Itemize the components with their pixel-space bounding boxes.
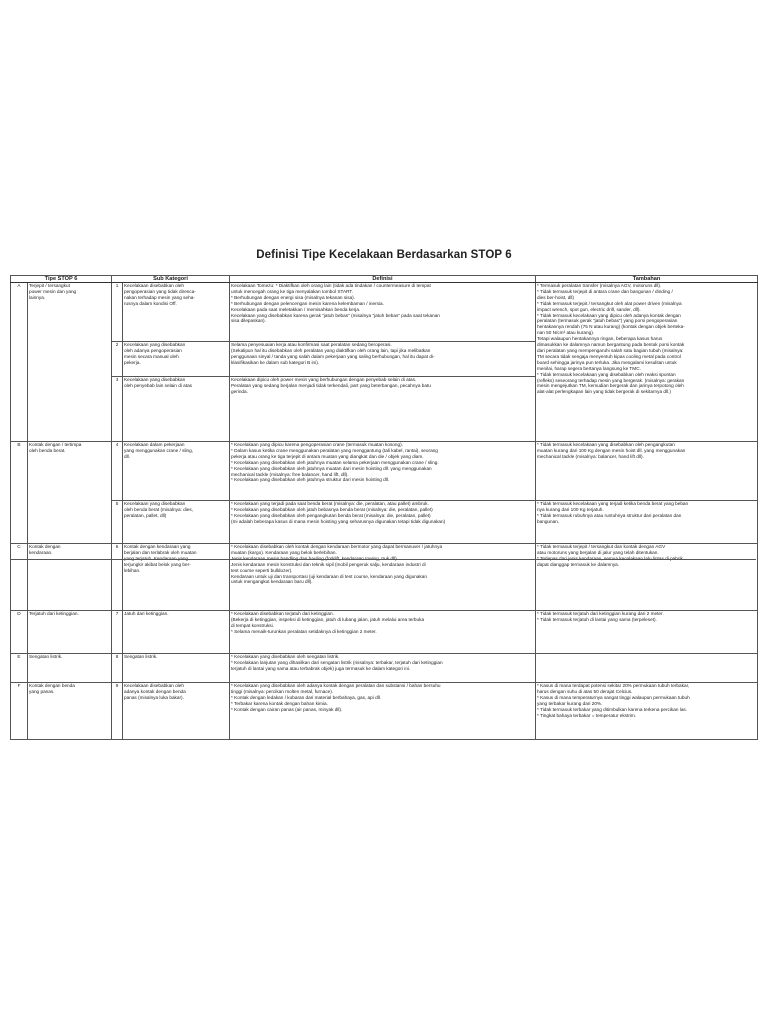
table-header-row <box>11 276 758 283</box>
additional-notes-line: alat-alat perlengkapan lain yang tidak bergerak di sekitarnya dll.) <box>537 389 671 395</box>
type-name-line: Kontak dengan benda <box>29 683 75 688</box>
definition-text <box>230 501 536 544</box>
sub-category-description-line: rusnya dalam kondisi Off. <box>124 300 177 306</box>
definition-text-line: mechanical tackle (misalnya: free balancer, hand lift, dll). <box>231 471 349 477</box>
sub-category-description <box>123 342 230 377</box>
type-name-line: Kontak dengan / tertimpa <box>29 442 82 447</box>
definition-text-line: (Bekerja di ketinggian, inspeksi di ketinggian, jatuh di lubang jalan, jatuh melalui area terbuka <box>231 616 425 622</box>
type-name-line: Terjatuh dari ketinggian. <box>29 611 79 616</box>
sub-category-description-line: yang menggunakan crane / sling, <box>124 447 194 453</box>
type-name-line: power mesin dan yang <box>29 288 77 294</box>
additional-notes-line: (refleks) seseorang terhadap mesin yang bergerak. (misalnya: gerakan <box>537 377 685 383</box>
additional-notes-line: mesin mengejutkan TM, kemudian bergerak dan jarinya terpotong oleh <box>537 383 684 389</box>
definition-text <box>230 544 536 611</box>
sub-category-description-line: dll. <box>124 453 130 459</box>
additional-notes-line: * Tidak termasuk terjepit / tersangkut oleh alat power driven (misalnya <box>537 300 682 306</box>
additional-notes-line: * Kasus di mana terdapat potensi sekitar 20% permukaan tubuh terbakar, <box>537 683 690 688</box>
sub-category-description-line: Sengatan listrik. <box>124 654 158 659</box>
type-code: D <box>11 611 28 654</box>
definition-text-line: penggunaan sinyal / tanda yang salah dalam pekerjaan yang saling berhubungan, hal itu dapat di- <box>231 353 435 359</box>
definition-text-line: Kecelakaan Tomezu: * Diaktifkan oleh orang lain (tidak ada tindakan / countermeasure di tempat <box>231 283 431 288</box>
definition-text-line: untuk mengangkut kendaraan baru dll). <box>231 579 313 585</box>
sub-category-number: 6 <box>112 544 123 611</box>
additional-notes-line: * Tidak termasuk kecelakaan yang dipicu oleh adanya kontak dengan <box>537 312 681 318</box>
type-name-line: kendaraan. <box>29 549 53 555</box>
type-name-line: Terjepit / tersangkut <box>29 283 70 288</box>
definition-text-line: * Kecelakaan yang disebabkan oleh pengangkutan benda berat (misalnya: die, peralatan, pallet) <box>231 512 431 518</box>
additional-notes <box>536 654 758 683</box>
page-divider <box>10 559 756 560</box>
definition-text-line: * Kecelakaan yang disebabkan oleh sengatan listrik. <box>231 654 340 659</box>
additional-notes-line: * Tidak termasuk terjepit / tersangkut dan kontak dengan AGV <box>537 544 666 549</box>
additional-notes-line: * Tidak termasuk terjatuh di lantai yang sama (terpeleset). <box>537 616 657 622</box>
definition-text-line: * Kontak dengan ledakan / kobaran dari material berbahaya, gas, api dll. <box>231 694 382 700</box>
sub-category-number: 8 <box>112 654 123 683</box>
type-name-line: yang panas. <box>29 688 55 694</box>
additional-notes-line: TM secara tidak sengaja menyentuh kipas cooling metal pada control <box>537 353 681 359</box>
definition-text-line: * Kecelakaan disebabkan oleh kontak dengan kendaraan bermotor yang dapat bermanuver / jatuhnya <box>231 544 443 549</box>
sub-category-description-line: pekerja. <box>124 359 141 365</box>
additional-notes-line: * Tidak termasuk kecelakaan yang terjadi ketika benda berat yang beban <box>537 501 689 506</box>
definition-text-line: * Kecelakaan yang disebabkan oleh jatuhnya struktur dari mesin hoisting dll. <box>231 477 390 483</box>
additional-notes-line: nan 50 N/cm² atau kurang). <box>537 330 595 336</box>
sub-category-number: 1 <box>112 283 123 342</box>
sub-category-description <box>123 501 230 544</box>
type-name-line: Kontak dengan <box>29 544 61 549</box>
table-row <box>11 283 758 342</box>
additional-notes-line: * Tidak termasuk terjatuh dari ketinggian kurang dari 2 meter. <box>537 611 664 616</box>
definition-text-line: sisa dilepaskan). <box>231 318 266 324</box>
definition-text-line: muatan (kargo). Kendaraan yang belok berlebihan. <box>231 549 337 555</box>
sub-category-description-line: Kecelakaan yang disebabkan <box>124 501 186 506</box>
table-row <box>11 442 758 501</box>
additional-notes-line: * Tingkat bahaya terbakar = temperatur ekstrim. <box>537 712 637 718</box>
sub-category-number: 4 <box>112 442 123 501</box>
additional-notes-line: harus dengan suhu di atas 50 derajat Celcius. <box>537 688 633 694</box>
definition-text <box>230 611 536 654</box>
table-row <box>11 501 758 544</box>
sub-category-description <box>123 377 230 442</box>
additional-notes-line: dimasukkan ke dalamnya namun bergantung pada bentuk porsi kontak <box>537 342 685 348</box>
table-body <box>11 283 758 740</box>
sub-category-description-line: Kecelakaan yang disebabkan <box>124 377 186 382</box>
sub-category-description-line: mesin secara manual oleh <box>124 353 179 359</box>
additional-notes-line: * Tidak termasuk terjepit di antara crane dan bangunan / dinding / <box>537 288 673 294</box>
sub-category-description-line: Kecelakaan disebabkan oleh <box>124 283 184 288</box>
additional-notes <box>536 501 758 544</box>
type-code: A <box>11 283 28 442</box>
additional-notes-line: yang terbakar kurang dari 20%. <box>537 700 603 706</box>
definition-text-line: gerinda. <box>231 388 248 394</box>
type-name <box>28 442 112 544</box>
sub-category-description-line: pengoperasian yang tidak direnca- <box>124 288 196 294</box>
additional-notes-line: impact wrench, spot gun, electric drill, sander, dll). <box>537 306 641 312</box>
definition-text-line: Jenis kendaraan mesin konstruksi dan teknik sipil (mobil pengeruk salju, kendaraan industri di <box>231 561 426 567</box>
definition-text-line: terjatuh di lantai yang sama atau terbabrak objek) juga termasuk ke dalam kategori ini. <box>231 665 411 671</box>
type-name <box>28 611 112 654</box>
type-code: F <box>11 683 28 740</box>
type-name-line: Sengatan listrik. <box>29 654 63 659</box>
type-name <box>28 654 112 683</box>
sub-category-description-line: oleh benda berat (misalnya: dies, <box>124 506 194 512</box>
sub-category-description-line: berjalan dan terlabrak oleh muatan <box>124 549 197 555</box>
definition-text-line: * Kecelakaan disebabkan terjatuh dari ketinggian. <box>231 611 334 616</box>
sub-category-description <box>123 683 230 740</box>
definition-text-line: klasifikasikan ke dalam sub kategori B ini). <box>231 359 320 365</box>
additional-notes <box>536 611 758 654</box>
sub-category-description-line: terjungkir akibat belok yang ber- <box>124 561 191 567</box>
additional-notes-line: * Tidak termasuk kecelakaan yang disebabkan oleh pengangkutan <box>537 442 675 447</box>
definition-text-line: Selama penyesuaian kerja atau konfirmasi saat peralatan sedang beroperasi. <box>231 342 392 347</box>
sub-category-description-line: oleh penyebab lain selain di atas <box>124 382 193 388</box>
additional-notes-line: dapat dianggap termasuk ke dalamnya. <box>537 561 620 567</box>
definition-text-line: Kendaraan untuk uji dan transportasi (uji kendaraan di test course, kendaraan yang digunakan <box>231 573 427 579</box>
type-name-line: lainnya. <box>29 294 46 300</box>
definition-text-line: pekerja atau orang ke tiga terjepit di antara muatan yang diangkat dan die / objek yang diam. <box>231 453 424 459</box>
sub-category-description <box>123 654 230 683</box>
sub-category-number: 3 <box>112 377 123 442</box>
sub-category-description-line: yang terjatuh. Kendaraan yang <box>124 555 189 561</box>
sub-category-description-line: Kecelakaan dalam pekerjaan <box>124 442 185 447</box>
definition-text-line: * Terbakar karena kontak dengan bahan kimia. <box>231 700 328 706</box>
definition-text <box>230 377 536 442</box>
sub-category-description-line: panas (misalnya luka bakar). <box>124 694 184 700</box>
definition-text-line: Kecelakaan dipicu oleh power mesin yang berhubungan dengan penyebab selain di atas. <box>231 377 417 382</box>
stop6-definition-table <box>10 275 758 740</box>
additional-notes-line: nya kurang dari 100 Kg terjatuh. <box>537 506 604 512</box>
definition-text-line: * Kecelakaan yang dipicu karena pengoperasian crane (termasuk muatan kosong). <box>231 442 403 447</box>
type-name <box>28 283 112 442</box>
additional-notes <box>536 283 758 442</box>
definition-text <box>230 442 536 501</box>
header-sub-kategori: Sub Kategori <box>112 276 230 283</box>
additional-notes-line: mechanical tackle (misalnya: balancer, hand lift dll). <box>537 453 644 459</box>
sub-category-description-line: oleh adanya pengoperasian <box>124 347 182 353</box>
table-row <box>11 544 758 611</box>
sub-category-description-line: peralatan, pallet, dll) <box>124 512 167 518</box>
definition-text-line: Kecelakaan pada saat meletakkan / memisahkan benda kerja. <box>231 306 361 312</box>
table-row <box>11 611 758 654</box>
additional-notes-line: peralatan (termasuk gerak "jatuh bebas") yang porsi pengoperasian <box>537 318 678 324</box>
sub-category-number: 7 <box>112 611 123 654</box>
additional-notes-line: * Kasus di mana temperaturnya sangat tinggi walaupun permukaan tubuh <box>537 694 690 700</box>
definition-text-line: * Selama menaik-turunkan peralatan setidaknya di ketinggian 2 meter. <box>231 628 377 634</box>
type-code: E <box>11 654 28 683</box>
definition-text-line: * Kecelakaan yang terjadi pada saat benda berat (misalnya: die, peralatan, atau pallet) ambruk. <box>231 501 429 506</box>
additional-notes-line: dari peralatan yang mempengaruhi salah satu bagian tubuh (misalnya: <box>537 347 684 353</box>
additional-notes-line: muatan kurang dari 100 Kg dengan mesin hoist dll. yang menggunakan <box>537 447 686 453</box>
definition-text-line: * Kecelakaan yang disebabkan oleh jatuhnya muatan selama pekerjaan menggunakan crane / sling. <box>231 459 439 465</box>
definition-text-line: * Dalam kasus ketika crane menggunakan peralatan yang menggantung (tali kabel, rantai), seorang <box>231 447 438 453</box>
additional-notes-line: * Tidak termasuk kecelakaan yang disebabkan oleh reaksi spontan <box>537 371 676 377</box>
additional-notes-line: Tetapi walaupun hentakannya ringan, beberapa kasus harus <box>537 336 663 342</box>
additional-notes-line: menilai, harap segera bertanya langsung ke TMC. <box>537 365 641 371</box>
additional-notes <box>536 544 758 611</box>
header-tambahan: Tambahan <box>536 276 758 283</box>
page-title: Definisi Tipe Kecelakaan Berdasarkan STOP 6 <box>256 249 512 261</box>
sub-category-description <box>123 283 230 342</box>
type-code: B <box>11 442 28 544</box>
additional-notes <box>536 683 758 740</box>
definition-text-line: Peralatan yang sedang berjalan menjadi tidak terkendali, part yang beterbangan, pecahnya batu <box>231 382 431 388</box>
additional-notes-line: atau motoruns yang berjalan di jalur yang telah ditentukan. <box>537 549 659 555</box>
additional-notes-line: dies ber-hoist, dll) <box>537 294 574 300</box>
definition-text-line: untuk mencegah orang ke tiga menyalakan tombol START. <box>231 288 354 294</box>
definition-text-line: tinggi (misalnya: percikan molten metal, furnace). <box>231 688 334 694</box>
definition-text-line: * Kecelakaan yang disebabkan oleh jatuhnya muatan dari mesin hoisting dll. yang menggunakan <box>231 465 432 471</box>
header-tipe: Tipe STOP 6 <box>11 276 112 283</box>
definition-text-line: (Sekalipun hal itu disebabkan oleh peralatan yang diaktifkan oleh orang lain, tapi jika melibatkan <box>231 347 431 353</box>
sub-category-number: 2 <box>112 342 123 377</box>
additional-notes <box>536 442 758 501</box>
type-name <box>28 683 112 740</box>
sub-category-description-line: Jatuh dari ketinggian. <box>124 611 169 616</box>
definition-text <box>230 283 536 342</box>
definition-text-line: di tempat konstruksi. <box>231 622 274 628</box>
sub-category-description-line: Kecelakaan yang disebabkan <box>124 342 186 347</box>
sub-category-description-line: lebihan. <box>124 567 141 573</box>
definition-text-line: * Kecelakaan yang disebabkan oleh jatuh bebasnya benda berat (misalnya: die, peralatan, pallet) <box>231 506 433 512</box>
definition-text-line: * Kontak dengan cairan panas (air panas, minyak dll). <box>231 706 343 712</box>
sub-category-description-line: nakan terhadap mesin yang seha- <box>124 294 195 300</box>
sub-category-description-line: Kecelakaan disebabkan oleh <box>124 683 184 688</box>
definition-text <box>230 683 536 740</box>
type-code: C <box>11 544 28 611</box>
sub-category-description <box>123 611 230 654</box>
definition-text-line: Jenis kendaraan mesin handling dan hauling (forklift, kendaraan towing, truk dll). <box>231 555 399 561</box>
sub-category-description-line: adanya kontak dengan benda <box>124 688 186 694</box>
definition-text-line: test course seperti bulldozer). <box>231 567 293 573</box>
sub-category-description <box>123 544 230 611</box>
definition-text-line: * Berhubungan dengan pelencengan mesin karena kelembaman / inersia. <box>231 300 384 306</box>
table-row <box>11 683 758 740</box>
additional-notes-line: bangunan. <box>537 518 560 524</box>
type-name <box>28 544 112 611</box>
sub-category-description-line: Kontak dengan kendaraan yang <box>124 544 191 549</box>
type-name-line: oleh benda berat. <box>29 447 66 453</box>
additional-notes-line: board sehingga jarinya pun terluka. Jika mengalami kesulitan untuk <box>537 359 677 365</box>
additional-notes-line: * Termasuk peralatan transfer (misalnya AGV, motoruns dll). <box>537 283 662 288</box>
definition-text-line: (Ini adalah beberapa kasus di mana mesin hoisting yang seharusnya digunakan tetapi tidak digunakan) <box>231 518 446 524</box>
additional-notes-line: hentakannya rendah (75 N atau kurang) (kontak dengan objek berteka- <box>537 324 685 330</box>
definition-text-line: Kecelakaan yang disebabkan karena gerak "jatuh bebas" (misalnya "jatuh bebas" pada saat tekanan <box>231 312 440 318</box>
additional-notes-line: * Tidak termasuk terbakar yang ditimbulkan karena terkena percikan las. <box>537 706 688 712</box>
definition-text <box>230 342 536 377</box>
header-definisi: Definisi <box>230 276 536 283</box>
sub-category-number: 9 <box>112 683 123 740</box>
definition-text-line: * Kecelakaan yang disebabkan oleh adanya kontak dengan peralatan dan substansi / bahan bersuhu <box>231 683 441 688</box>
sub-category-description <box>123 442 230 501</box>
sub-category-number: 5 <box>112 501 123 544</box>
additional-notes-line: * Tidak termasuk rubuhnya atau runtuhnya struktur dari peralatan dan <box>537 512 682 518</box>
additional-notes-line: * Terlepas dari jenis kendaraan, semua kecelakaan lalu lintas di pabrik <box>537 555 683 561</box>
definition-text-line: * Kecelakaan lanjutan yang dihasilkan dari sengatan listrik (misalnya: terbakar, terjatuh dari ketinggian <box>231 659 443 665</box>
table-row <box>11 654 758 683</box>
definition-text-line: * Berhubungan dengan energi sisa (misalnya tekanan sisa). <box>231 294 356 300</box>
definition-text <box>230 654 536 683</box>
